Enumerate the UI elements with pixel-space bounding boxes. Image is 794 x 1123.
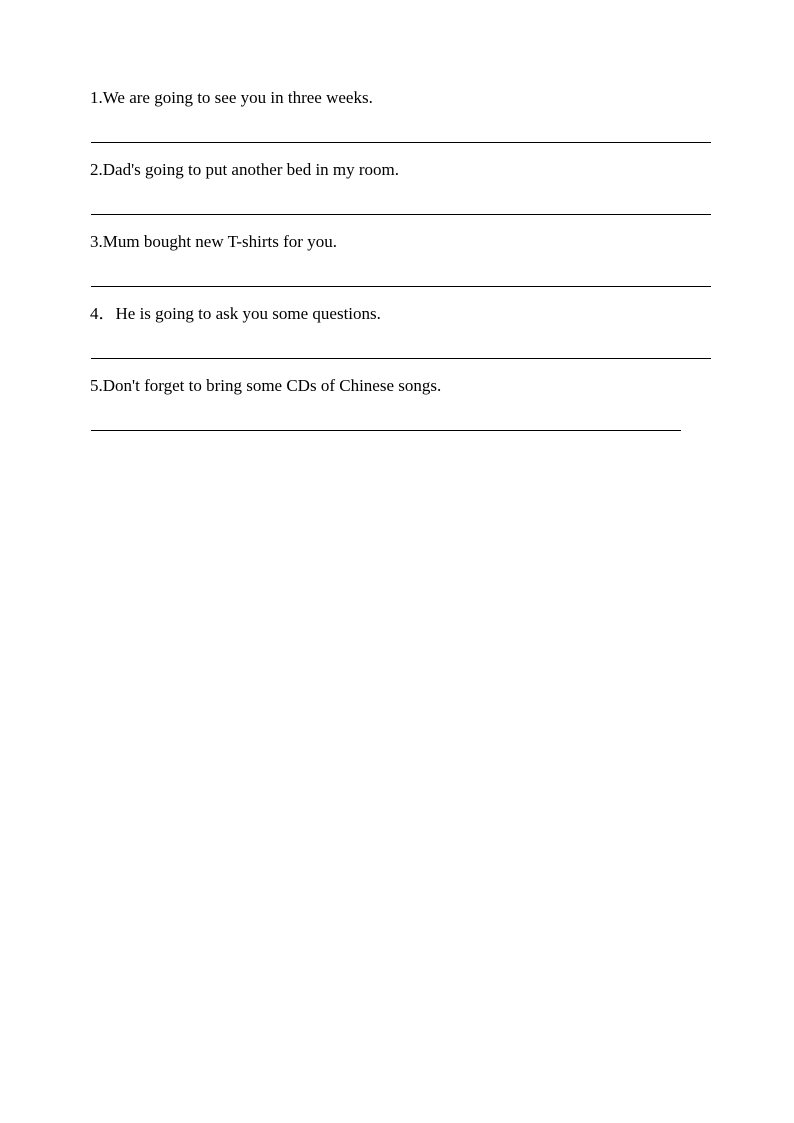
- answer-line-2[interactable]: [91, 214, 711, 215]
- question-2-text: 2.Dad's going to put another bed in my room.: [90, 160, 400, 179]
- answer-line-1[interactable]: [91, 142, 711, 143]
- answer-line-3[interactable]: [91, 286, 711, 287]
- question-5-text: 5.Don't forget to bring some CDs of Chinese songs.: [90, 376, 442, 395]
- question-1-text: 1.We are going to see you in three weeks.: [90, 88, 373, 107]
- question-4-text: 4．He is going to ask you some questions.: [90, 304, 381, 323]
- answer-line-5[interactable]: [91, 430, 681, 431]
- answer-line-4[interactable]: [91, 358, 711, 359]
- question-3-text: 3.Mum bought new T-shirts for you.: [90, 232, 337, 251]
